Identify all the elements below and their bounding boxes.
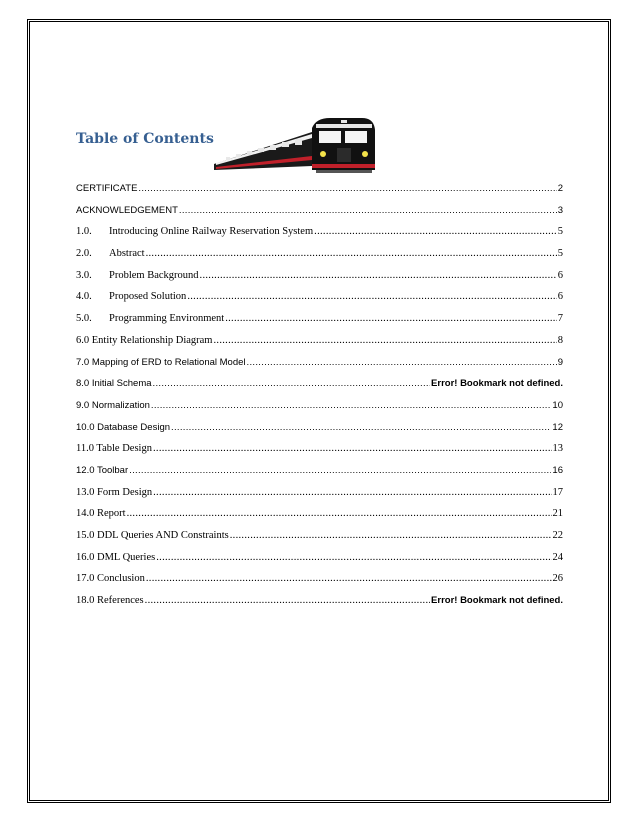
toc-error-message: Error! Bookmark not defined. [431, 378, 563, 390]
toc-leader-dots [151, 395, 552, 417]
toc-entry[interactable] [76, 395, 563, 417]
toc-entry-label: 7.0 Mapping of ERD to Relational Model [76, 356, 246, 368]
toc-entry-label: ACKNOWLEDGEMENT [76, 204, 178, 216]
toc-page-number: 9 [557, 356, 563, 368]
toc-page-number: 26 [552, 573, 563, 585]
toc-leader-dots [314, 221, 557, 243]
toc-leader-dots [127, 503, 552, 525]
toc-entry-label: 18.0 References [76, 595, 144, 607]
toc-leader-dots [138, 178, 556, 200]
toc-entry[interactable] [76, 286, 563, 308]
toc-page-number: 5 [557, 248, 563, 260]
toc-leader-dots [230, 525, 552, 547]
toc-entry-label: 17.0 Conclusion [76, 573, 145, 585]
toc-entry-number: 5.0. [76, 313, 92, 325]
toc-entry[interactable] [76, 417, 563, 439]
toc-leader-dots [213, 330, 556, 352]
toc-entry-label: 16.0 DML Queries [76, 551, 156, 563]
toc-entry[interactable] [76, 221, 563, 243]
toc-entry[interactable] [76, 547, 563, 569]
toc-page-number: 5 [557, 226, 563, 238]
toc-entry-number: 2.0. [76, 248, 92, 260]
toc-leader-dots [156, 547, 551, 569]
toc-leader-dots [247, 352, 557, 374]
toc-entry-label: 12.0 Toolbar [76, 464, 129, 476]
toc-entry-number: 1.0. [76, 226, 92, 238]
toc-entry-label: 11.0 Table Design [76, 443, 152, 455]
toc-leader-dots [153, 438, 552, 460]
toc-leader-dots [146, 568, 552, 590]
toc-entry-number: 3.0. [76, 269, 92, 281]
toc-entry[interactable] [76, 308, 563, 330]
toc-page-number: 21 [552, 508, 563, 520]
toc-entry[interactable] [76, 460, 563, 482]
toc-entry-number: 4.0. [76, 291, 92, 303]
toc-entry-label: Proposed Solution [109, 291, 187, 303]
toc-entry-label: 15.0 DDL Queries AND Constraints [76, 530, 229, 541]
page-title: Table of Contents [76, 131, 214, 147]
toc-entry[interactable] [76, 482, 563, 504]
toc-entry-label: Problem Background [109, 269, 199, 281]
toc-leader-dots [187, 286, 556, 308]
toc-entry[interactable] [76, 330, 563, 352]
toc-leader-dots [225, 308, 557, 330]
toc-entry-label: Introducing Online Railway Reservation System [109, 226, 314, 238]
toc-page-number: 8 [557, 334, 563, 346]
toc-leader-dots [200, 265, 557, 287]
toc-entry[interactable] [76, 525, 563, 547]
toc-leader-dots [179, 200, 557, 222]
toc-leader-dots [171, 417, 551, 439]
toc-page-number: 2 [557, 183, 563, 194]
toc-page-number: 13 [552, 443, 563, 455]
toc-entry[interactable] [76, 352, 563, 374]
toc-entry-label: CERTIFICATE [76, 183, 138, 194]
toc-leader-dots [145, 590, 430, 612]
toc-page-number: 7 [557, 313, 563, 325]
toc-entry-label: 10.0 Database Design [76, 421, 171, 433]
toc-entry[interactable] [76, 438, 563, 460]
toc-entry[interactable] [76, 373, 563, 395]
table-of-contents [76, 178, 563, 612]
toc-page-number: 22 [552, 530, 563, 541]
toc-page-number: 24 [552, 551, 563, 563]
toc-entry-label: 13.0 Form Design [76, 486, 153, 498]
toc-entry[interactable] [76, 178, 563, 200]
toc-page-number: 16 [552, 464, 563, 476]
toc-entry-label: 6.0 Entity Relationship Diagram [76, 334, 213, 346]
train-icon [212, 112, 380, 176]
toc-page-number: 3 [557, 204, 563, 216]
toc-entry[interactable] [76, 243, 563, 265]
toc-entry[interactable] [76, 590, 563, 612]
toc-leader-dots [153, 482, 551, 504]
toc-page-number: 17 [552, 486, 563, 498]
toc-page-number: 6 [557, 269, 563, 281]
toc-entry-label: 14.0 Report [76, 508, 126, 520]
toc-entry-label: 9.0 Normalization [76, 399, 150, 411]
toc-leader-dots [129, 460, 551, 482]
toc-entry-label: Programming Environment [109, 313, 225, 325]
toc-page-number: 6 [557, 291, 563, 303]
toc-error-message: Error! Bookmark not defined. [431, 595, 563, 607]
toc-entry-label: 8.0 Initial Schema [76, 378, 152, 390]
toc-entry[interactable] [76, 568, 563, 590]
toc-leader-dots [146, 243, 557, 265]
toc-entry[interactable] [76, 200, 563, 222]
toc-leader-dots [153, 373, 431, 395]
toc-entry-label: Abstract [109, 248, 145, 260]
toc-entry[interactable] [76, 265, 563, 287]
toc-entry[interactable] [76, 503, 563, 525]
toc-page-number: 10 [552, 399, 563, 411]
toc-page-number: 12 [552, 421, 563, 433]
